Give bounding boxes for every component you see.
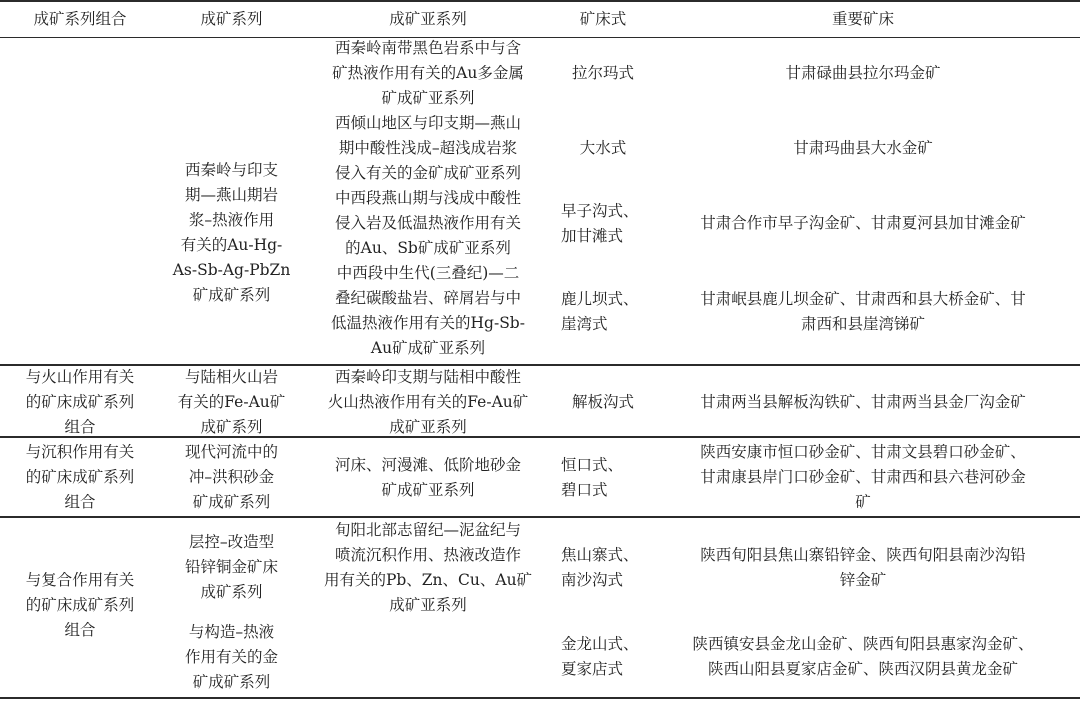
combination-cell: 与复合作用有关 的矿床成矿系列 组合 bbox=[25, 571, 135, 639]
subseries-cell: 西秦岭印支期与陆相中酸性 火山热液作用有关的Fe-Au矿 成矿亚系列 bbox=[327, 368, 529, 436]
header-combination: 成矿系列组合 bbox=[33, 10, 127, 28]
deposits-cell: 甘肃岷县鹿儿坝金矿、甘肃西和县大桥金矿、甘 肃西和县崖湾锑矿 bbox=[700, 290, 1026, 333]
header-deposit-type: 矿床式 bbox=[579, 10, 627, 28]
series-cell: 西秦岭与印支 期—燕山期岩 浆–热液作用 有关的Au-Hg- As-Sb-Ag-PbZn 矿成矿系列 bbox=[172, 161, 291, 304]
subseries-cell: 中西段中生代(三叠纪)—二 叠纪碳酸盐岩、碎屑岩与中 低温热液作用有关的Hg-Sb- Au矿成矿亚系列 bbox=[331, 264, 525, 357]
combination-cell: 与火山作用有关 的矿床成矿系列 组合 bbox=[25, 368, 135, 436]
deposits-cell: 甘肃碌曲县拉尔玛金矿 bbox=[785, 64, 941, 82]
deposits-cell: 甘肃合作市早子沟金矿、甘肃夏河县加甘滩金矿 bbox=[700, 214, 1026, 232]
series-cell: 现代河流中的 冲–洪积砂金 矿成矿系列 bbox=[184, 443, 278, 511]
subseries-cell: 西秦岭南带黑色岩系中与含 矿热液作用有关的Au多金属 矿成矿亚系列 bbox=[332, 39, 524, 107]
deposits-cell: 陕西安康市恒口砂金矿、甘肃文县碧口砂金矿、 甘肃康县岸门口砂金矿、甘肃西和县六巷河砂金 矿 bbox=[700, 443, 1026, 511]
deposit-type-cell: 焦山寨式、 南沙沟式 bbox=[561, 546, 639, 589]
header-subseries: 成矿亚系列 bbox=[389, 10, 467, 28]
subseries-cell: 西倾山地区与印支期—燕山 期中酸性浅成–超浅成岩浆 侵入有关的金矿成矿亚系列 bbox=[334, 114, 521, 182]
deposits-cell: 甘肃玛曲县大水金矿 bbox=[793, 139, 933, 157]
deposit-type-cell: 解板沟式 bbox=[571, 393, 634, 411]
subseries-cell: 中西段燕山期与浅成中酸性 侵入岩及低温热液作用有关 的Au、Sb矿成矿亚系列 bbox=[334, 189, 521, 257]
deposit-type-cell: 鹿儿坝式、 崖湾式 bbox=[561, 290, 639, 333]
deposits-cell: 甘肃两当县解板沟铁矿、甘肃两当县金厂沟金矿 bbox=[700, 393, 1026, 411]
table-top-rule bbox=[0, 0, 1080, 2]
subseries-cell: 河床、河漫滩、低阶地砂金 矿成矿亚系列 bbox=[334, 456, 521, 499]
series-cell: 与构造–热液 作用有关的金 矿成矿系列 bbox=[184, 623, 278, 691]
deposit-type-cell: 早子沟式、 加甘滩式 bbox=[561, 202, 639, 245]
subseries-cell: 旬阳北部志留纪—泥盆纪与 喷流沉积作用、热液改造作 用有关的Pb、Zn、Cu、Au矿 成矿亚系列 bbox=[323, 521, 533, 614]
series-cell: 层控–改造型 铅锌铜金矿床 成矿系列 bbox=[184, 533, 278, 601]
header-deposits: 重要矿床 bbox=[831, 10, 894, 28]
combination-cell: 与沉积作用有关 的矿床成矿系列 组合 bbox=[25, 443, 135, 511]
deposit-type-cell: 大水式 bbox=[579, 139, 627, 157]
deposit-type-cell: 金龙山式、 夏家店式 bbox=[561, 635, 639, 678]
header-series: 成矿系列 bbox=[200, 10, 263, 28]
series-cell: 与陆相火山岩 有关的Fe-Au矿 成矿系列 bbox=[177, 368, 286, 436]
deposit-type-cell: 拉尔玛式 bbox=[571, 64, 634, 82]
table-bottom-rule bbox=[0, 697, 1080, 699]
deposits-cell: 陕西镇安县金龙山金矿、陕西旬阳县惠家沟金矿、 陕西山阳县夏家店金矿、陕西汉阴县黄龙金矿 bbox=[692, 635, 1034, 678]
deposits-cell: 陕西旬阳县焦山寨铅锌金、陕西旬阳县南沙沟铅 锌金矿 bbox=[700, 546, 1026, 589]
deposit-type-cell: 恒口式、 碧口式 bbox=[561, 456, 624, 499]
